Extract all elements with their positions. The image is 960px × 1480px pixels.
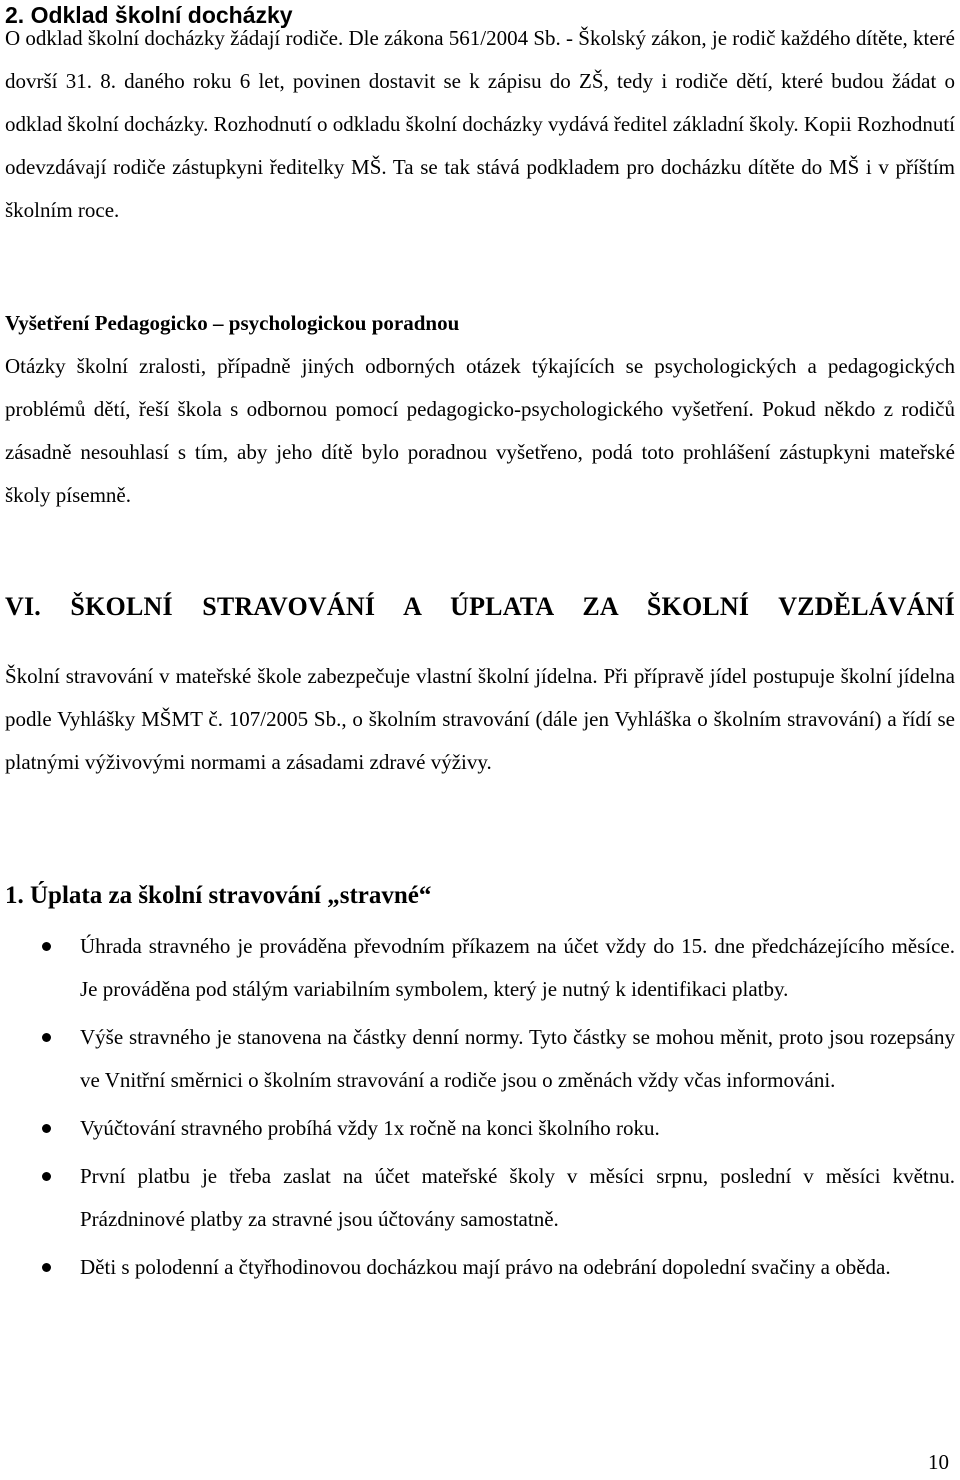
list-item: Děti s polodenní a čtyřhodinovou docházkou mají právo na odebrání dopolední svačiny a oběda. — [5, 1246, 955, 1289]
page-number: 10 — [928, 1450, 949, 1474]
bullet-icon — [42, 1263, 51, 1272]
section-heading-stravovani: VI. ŠKOLNÍ STRAVOVÁNÍ A ÚPLATA ZA ŠKOLNÍ VZDĚLÁVÁNÍ — [5, 592, 955, 621]
list-item: Úhrada stravného je prováděna převodním příkazem na účet vždy do 15. dne předcházejícího měsíce. Je prováděna pod stálým variabilním symbolem, který je nutný k identifikaci platby. — [5, 925, 955, 1011]
paragraph-vysetreni: Otázky školní zralosti, případně jiných odborných otázek týkajících se psychologických a pedagogických problémů dětí, řeší škola s odbornou pomocí pedagogicko-psychologického vyšetření. Pokud někdo z rodičů zásadně nesouhlasí s tím, aby jeho dítě bylo poradnou vyšetřeno, podá toto prohlášení zástupkyni mateřské školy písemně. — [5, 354, 955, 507]
subheading-vysetreni: Vyšetření Pedagogicko – psychologickou poradnou — [5, 311, 460, 335]
paragraph-stravovani: Školní stravování v mateřské škole zabezpečuje vlastní školní jídelna. Při přípravě jídel postupuje školní jídelna podle Vyhlášky MŠMT č. 107/2005 Sb., o školním stravování (dále jen Vyhláška o školním stravování) a řídí se platnými výživovými normami a zásadami zdravé výživy. — [5, 664, 955, 774]
subsection-heading-uplata: 1. Úplata za školní stravování „stravné“ — [5, 882, 432, 909]
bullet-list-stravne — [5, 925, 955, 1294]
list-item: Výše stravného je stanovena na částky denní normy. Tyto částky se mohou měnit, proto jsou rozepsány ve Vnitřní směrnici o školním stravování a rodiče jsou o změnách vždy včas informováni. — [5, 1016, 955, 1102]
list-item: Vyúčtování stravného probíhá vždy 1x ročně na konci školního roku. — [5, 1107, 955, 1150]
list-item: První platbu je třeba zaslat na účet mateřské školy v měsíci srpnu, poslední v měsíci květnu. Prázdninové platby za stravné jsou účtovány samostatně. — [5, 1155, 955, 1241]
bullet-icon — [42, 1033, 51, 1042]
bullet-icon — [42, 1172, 51, 1181]
paragraph-odklad: O odklad školní docházky žádají rodiče. Dle zákona 561/2004 Sb. - Školský zákon, je rodič každého dítěte, které dovrší 31. 8. daného roku 6 let, povinen dostavit se k zápisu do ZŠ, tedy i rodiče dětí, které budou žádat o odklad školní docházky. Rozhodnutí o odkladu školní docházky vydává ředitel základní školy. Kopii Rozhodnutí odevzdávají rodiče zástupkyni ředitelky MŠ. Ta se tak stává podkladem pro docházku dítěte do MŠ i v příštím školním roce. — [5, 26, 955, 222]
section-heading-odklad: 2. Odklad školní docházky — [5, 2, 293, 28]
bullet-icon — [42, 942, 51, 951]
bullet-icon — [42, 1124, 51, 1133]
